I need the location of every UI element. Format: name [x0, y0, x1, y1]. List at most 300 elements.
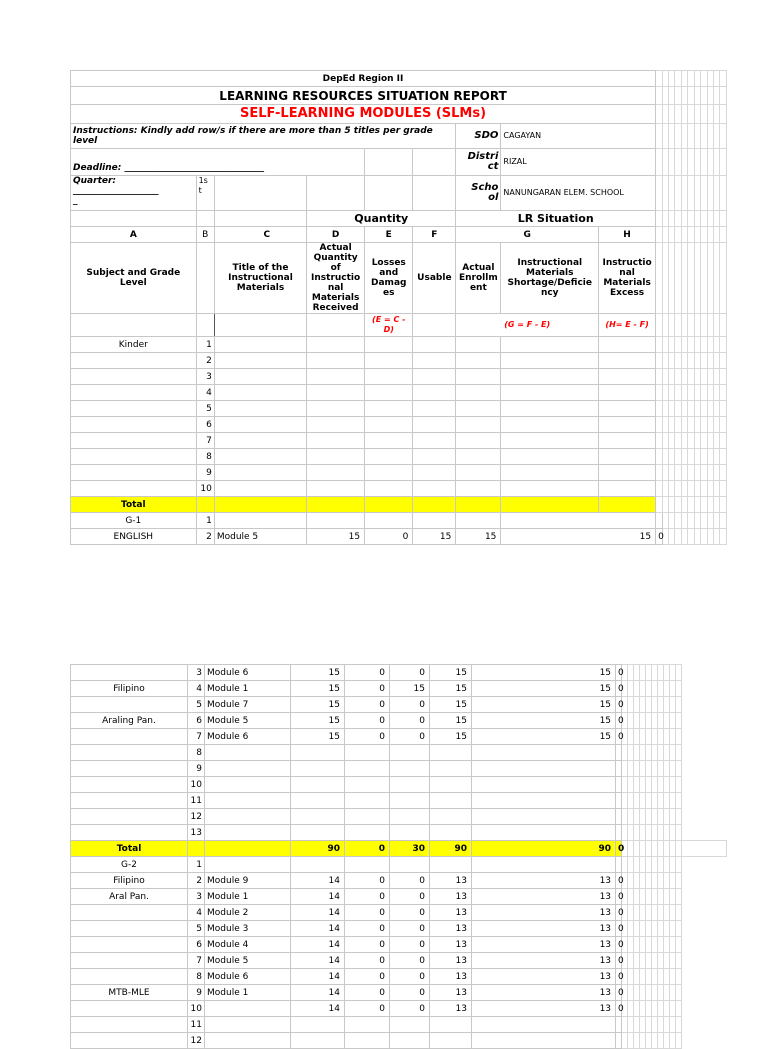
- table-row: [71, 937, 727, 953]
- row-number: 8: [188, 745, 205, 761]
- material-title: [205, 809, 291, 825]
- row-number: 10: [188, 1001, 205, 1017]
- material-title: Module 5: [214, 529, 306, 545]
- losses: 0: [345, 681, 390, 697]
- subject-cell: [71, 905, 188, 921]
- row-number: 1: [188, 857, 205, 873]
- losses: 0: [365, 529, 413, 545]
- row-number: 4: [188, 681, 205, 697]
- usable: 0: [390, 873, 430, 889]
- qty-received: 15: [291, 681, 345, 697]
- table-row: [71, 449, 727, 465]
- material-title: [205, 825, 291, 841]
- instructions-text: Instructions: Kindly add row/s if there are more than 5 titles per grade level: [71, 124, 456, 149]
- total-e: 30: [390, 841, 430, 857]
- enrollment: [430, 1017, 472, 1033]
- qty-received: [291, 857, 345, 873]
- losses: [345, 1017, 390, 1033]
- shortage: 13: [472, 921, 616, 937]
- excess: 0: [656, 529, 662, 545]
- losses: 0: [345, 729, 390, 745]
- usable: 0: [390, 889, 430, 905]
- enrollment: 15: [430, 665, 472, 681]
- row-number: 4: [196, 385, 214, 401]
- material-title: [205, 1001, 291, 1017]
- kinder-total-row: [71, 497, 727, 513]
- usable: [390, 745, 430, 761]
- subject-cell: Aral Pan.: [71, 889, 188, 905]
- subject-cell: [71, 465, 197, 481]
- qty-received: 14: [291, 969, 345, 985]
- losses: [345, 1033, 390, 1049]
- school-value: NANUNGARAN ELEM. SCHOOL: [501, 176, 656, 211]
- formula-g: (G = F - E): [456, 314, 599, 337]
- shortage: 13: [472, 905, 616, 921]
- usable: 0: [390, 729, 430, 745]
- excess: 0: [616, 713, 622, 729]
- table-row: [71, 665, 727, 681]
- subject-cell: [71, 481, 197, 497]
- qty-received: [291, 793, 345, 809]
- losses: [345, 777, 390, 793]
- excess: 0: [616, 681, 622, 697]
- total-d: 0: [345, 841, 390, 857]
- usable: 0: [390, 937, 430, 953]
- losses: [345, 793, 390, 809]
- material-title: [205, 745, 291, 761]
- row-number: 5: [188, 697, 205, 713]
- col-letter-b: B: [196, 227, 214, 243]
- row-number: 3: [188, 665, 205, 681]
- quarter-value: 1s t: [196, 176, 214, 211]
- usable: [390, 825, 430, 841]
- row-number: 3: [188, 889, 205, 905]
- table-row: [71, 529, 727, 545]
- usable: 0: [390, 921, 430, 937]
- usable: [390, 793, 430, 809]
- row-number: 12: [188, 809, 205, 825]
- qty-received: [291, 745, 345, 761]
- material-title: Module 2: [205, 905, 291, 921]
- g1-rows: [71, 513, 727, 545]
- excess: 0: [616, 969, 622, 985]
- row-number: 10: [188, 777, 205, 793]
- col-letter-e: E: [365, 227, 413, 243]
- col-header-enrollment: Actual Enrollm ent: [456, 243, 501, 314]
- losses: 0: [345, 985, 390, 1001]
- material-title: Module 6: [205, 729, 291, 745]
- subject-cell: [71, 385, 197, 401]
- usable: 0: [390, 985, 430, 1001]
- subject-cell: [71, 793, 188, 809]
- shortage: [472, 809, 616, 825]
- material-title: Module 5: [205, 953, 291, 969]
- table-row: [71, 713, 727, 729]
- row-number: 9: [196, 465, 214, 481]
- losses: 0: [345, 889, 390, 905]
- table-row: [71, 889, 727, 905]
- shortage: [501, 513, 656, 529]
- material-title: [205, 1033, 291, 1049]
- shortage: 13: [472, 937, 616, 953]
- shortage: 15: [472, 681, 616, 697]
- usable: 0: [390, 1001, 430, 1017]
- qty-received: 14: [291, 1001, 345, 1017]
- excess: 0: [616, 1001, 622, 1017]
- table-row: [71, 729, 727, 745]
- qty-received: 14: [291, 905, 345, 921]
- grade1-continued-rows: [71, 665, 727, 841]
- row-number: 2: [188, 873, 205, 889]
- quantity-group-header: Quantity: [307, 211, 456, 227]
- losses: 0: [345, 969, 390, 985]
- subject-cell: [71, 449, 197, 465]
- shortage: 15: [472, 665, 616, 681]
- report-title: LEARNING RESOURCES SITUATION REPORT: [71, 87, 656, 105]
- subject-cell: [71, 1033, 188, 1049]
- material-title: Module 6: [205, 969, 291, 985]
- subject-cell: [71, 729, 188, 745]
- table-row: [71, 969, 727, 985]
- shortage: 15: [472, 729, 616, 745]
- usable: 0: [390, 697, 430, 713]
- enrollment: 15: [430, 713, 472, 729]
- sdo-label: SDO: [456, 124, 501, 149]
- subject-cell: [71, 401, 197, 417]
- table-row: [71, 873, 727, 889]
- row-number: 2: [196, 353, 214, 369]
- table-row: [71, 369, 727, 385]
- table-row: [71, 1033, 727, 1049]
- table-row: [71, 809, 727, 825]
- enrollment: [430, 809, 472, 825]
- report-table-page-2: [70, 664, 727, 1049]
- subject-cell: [71, 953, 188, 969]
- table-row: [71, 1017, 727, 1033]
- enrollment: 13: [430, 905, 472, 921]
- row-number: 4: [188, 905, 205, 921]
- row-number: 13: [188, 825, 205, 841]
- material-title: Module 9: [205, 873, 291, 889]
- material-title: Module 7: [205, 697, 291, 713]
- table-row: [71, 465, 727, 481]
- row-number: 9: [188, 761, 205, 777]
- shortage: [472, 793, 616, 809]
- col-header-losses: Losses and Damag es: [365, 243, 413, 314]
- usable: [390, 761, 430, 777]
- shortage: 15: [501, 529, 656, 545]
- col-letter-d: D: [307, 227, 365, 243]
- subject-cell: [71, 825, 188, 841]
- grade1-total-row: [71, 841, 727, 857]
- qty-received: [291, 1017, 345, 1033]
- col-letter-h: H: [599, 227, 656, 243]
- qty-received: 14: [291, 937, 345, 953]
- row-number: 7: [196, 433, 214, 449]
- material-title: Module 1: [205, 681, 291, 697]
- total-label: Total: [71, 497, 197, 513]
- row-number: 8: [188, 969, 205, 985]
- table-row: [71, 353, 727, 369]
- qty-received: 14: [291, 889, 345, 905]
- excess: 0: [616, 985, 622, 1001]
- excess: 0: [616, 697, 622, 713]
- subject-cell: Filipino: [71, 873, 188, 889]
- row-number: 1: [196, 337, 214, 353]
- qty-received: [307, 513, 365, 529]
- subject-cell: MTB-MLE: [71, 985, 188, 1001]
- shortage: [472, 825, 616, 841]
- excess: 0: [616, 729, 622, 745]
- shortage: 13: [472, 969, 616, 985]
- row-number: 6: [188, 937, 205, 953]
- enrollment: [430, 745, 472, 761]
- usable: [413, 513, 456, 529]
- school-label: Scho ol: [456, 176, 501, 211]
- material-title: Module 1: [205, 985, 291, 1001]
- subject-cell: [71, 969, 188, 985]
- table-row: [71, 513, 727, 529]
- shortage: 13: [472, 953, 616, 969]
- table-row: [71, 337, 727, 353]
- losses: 0: [345, 937, 390, 953]
- qty-received: [291, 809, 345, 825]
- material-title: [205, 857, 291, 873]
- table-row: [71, 697, 727, 713]
- enrollment: 13: [430, 889, 472, 905]
- material-title: Module 1: [205, 889, 291, 905]
- qty-received: 14: [291, 873, 345, 889]
- row-number: 9: [188, 985, 205, 1001]
- losses: 0: [345, 953, 390, 969]
- subject-cell: Filipino: [71, 681, 188, 697]
- row-number: 2: [196, 529, 214, 545]
- row-number: 6: [196, 417, 214, 433]
- usable: 15: [390, 681, 430, 697]
- qty-received: [291, 825, 345, 841]
- qty-received: [291, 761, 345, 777]
- shortage: [472, 745, 616, 761]
- qty-received: 15: [291, 697, 345, 713]
- subject-cell: [71, 937, 188, 953]
- usable: 0: [390, 665, 430, 681]
- row-number: 12: [188, 1033, 205, 1049]
- enrollment: 13: [430, 921, 472, 937]
- losses: 0: [345, 1001, 390, 1017]
- shortage: 15: [472, 713, 616, 729]
- qty-received: 15: [291, 665, 345, 681]
- shortage: 13: [472, 889, 616, 905]
- col-letter-a: A: [71, 227, 197, 243]
- enrollment: 15: [456, 529, 501, 545]
- kinder-rows: [71, 337, 727, 497]
- enrollment: 15: [430, 681, 472, 697]
- shortage: 13: [472, 985, 616, 1001]
- subject-cell: [71, 697, 188, 713]
- enrollment: 15: [430, 729, 472, 745]
- col-header-subject: Subject and Grade Level: [71, 243, 197, 314]
- total-g: 90: [472, 841, 616, 857]
- table-row: [71, 953, 727, 969]
- subject-cell: [71, 1001, 188, 1017]
- row-number: 5: [188, 921, 205, 937]
- enrollment: 13: [430, 1001, 472, 1017]
- losses: 0: [345, 713, 390, 729]
- shortage: [472, 761, 616, 777]
- report-table-page-1: [70, 70, 727, 545]
- qty-received: 14: [291, 985, 345, 1001]
- shortage: [472, 1017, 616, 1033]
- subject-cell: [71, 665, 188, 681]
- table-row: [71, 921, 727, 937]
- col-header-shortage: Instructional Materials Shortage/Deficie ncy: [501, 243, 599, 314]
- material-title: [214, 513, 306, 529]
- table-row: [71, 417, 727, 433]
- region-label: DepEd Region II: [71, 71, 656, 87]
- enrollment: [430, 1033, 472, 1049]
- qty-received: 15: [307, 529, 365, 545]
- shortage: [472, 777, 616, 793]
- subject-cell: ENGLISH: [71, 529, 197, 545]
- table-row: [71, 745, 727, 761]
- table-row: [71, 985, 727, 1001]
- shortage: 15: [472, 697, 616, 713]
- subject-cell: Araling Pan.: [71, 713, 188, 729]
- subject-cell: [71, 921, 188, 937]
- deadline-label: Deadline: _______________________________: [71, 149, 365, 176]
- row-number: 1: [196, 513, 214, 529]
- col-letter-f: F: [413, 227, 456, 243]
- enrollment: 13: [430, 953, 472, 969]
- qty-received: 14: [291, 953, 345, 969]
- usable: 0: [390, 969, 430, 985]
- material-title: [205, 1017, 291, 1033]
- enrollment: 13: [430, 937, 472, 953]
- subject-cell: [71, 369, 197, 385]
- col-header-actual-quantity: Actual Quantity of Instructio nal Materials Received: [307, 243, 365, 314]
- losses: 0: [345, 665, 390, 681]
- district-label: Distri ct: [456, 149, 501, 176]
- losses: 0: [345, 697, 390, 713]
- shortage: 13: [472, 1001, 616, 1017]
- enrollment: 13: [430, 985, 472, 1001]
- row-number: 10: [196, 481, 214, 497]
- subject-cell: [71, 433, 197, 449]
- col-header-excess: Instructio nal Materials Excess: [599, 243, 656, 314]
- table-row: [71, 1001, 727, 1017]
- enrollment: [456, 513, 501, 529]
- row-number: 11: [188, 1017, 205, 1033]
- excess: 0: [616, 937, 622, 953]
- losses: 0: [345, 873, 390, 889]
- table-row: [71, 481, 727, 497]
- qty-received: 15: [291, 713, 345, 729]
- usable: [390, 1017, 430, 1033]
- col-header-title: Title of the Instructional Materials: [214, 243, 306, 314]
- row-number: 7: [188, 729, 205, 745]
- subject-cell: [71, 761, 188, 777]
- formula-e: (E = C - D): [365, 314, 413, 337]
- qty-received: 15: [291, 729, 345, 745]
- losses: [345, 745, 390, 761]
- material-title: Module 3: [205, 921, 291, 937]
- total-label: Total: [71, 841, 188, 857]
- table-row: [71, 777, 727, 793]
- usable: 0: [390, 905, 430, 921]
- enrollment: [430, 777, 472, 793]
- subject-cell: G-2: [71, 857, 188, 873]
- subject-cell: [71, 809, 188, 825]
- material-title: [205, 793, 291, 809]
- excess: 0: [616, 665, 622, 681]
- row-number: 6: [188, 713, 205, 729]
- usable: 0: [390, 953, 430, 969]
- material-title: Module 5: [205, 713, 291, 729]
- row-number: 3: [196, 369, 214, 385]
- excess: 0: [616, 889, 622, 905]
- table-row: [71, 385, 727, 401]
- report-subtitle: SELF-LEARNING MODULES (SLMs): [71, 105, 656, 124]
- subject-cell: [71, 417, 197, 433]
- excess: 0: [616, 905, 622, 921]
- lr-situation-group-header: LR Situation: [456, 211, 656, 227]
- usable: 0: [390, 713, 430, 729]
- enrollment: 15: [430, 697, 472, 713]
- table-row: [71, 905, 727, 921]
- excess: 0: [616, 953, 622, 969]
- material-title: Module 6: [205, 665, 291, 681]
- usable: [390, 1033, 430, 1049]
- table-row: [71, 825, 727, 841]
- qty-received: 14: [291, 921, 345, 937]
- shortage: [472, 857, 616, 873]
- losses: 0: [345, 921, 390, 937]
- usable: [390, 857, 430, 873]
- losses: 0: [345, 905, 390, 921]
- enrollment: [430, 857, 472, 873]
- subject-cell: [71, 745, 188, 761]
- enrollment: [430, 825, 472, 841]
- losses: [365, 513, 413, 529]
- enrollment: [430, 793, 472, 809]
- table-row: [71, 761, 727, 777]
- usable: 15: [413, 529, 456, 545]
- subject-cell: G-1: [71, 513, 197, 529]
- material-title: Module 4: [205, 937, 291, 953]
- subject-cell: [71, 777, 188, 793]
- enrollment: [430, 761, 472, 777]
- losses: [345, 761, 390, 777]
- losses: [345, 809, 390, 825]
- sdo-value: CAGAYAN: [501, 124, 656, 149]
- excess: 0: [616, 873, 622, 889]
- table-row: [71, 401, 727, 417]
- total-h: 0: [616, 841, 622, 857]
- col-header-usable: Usable: [413, 243, 456, 314]
- table-row: [71, 681, 727, 697]
- material-title: [205, 777, 291, 793]
- shortage: 13: [472, 873, 616, 889]
- shortage: [472, 1033, 616, 1049]
- col-letter-c: C: [214, 227, 306, 243]
- subject-cell: Kinder: [71, 337, 197, 353]
- usable: [390, 809, 430, 825]
- district-value: RIZAL: [501, 149, 656, 176]
- total-c: 90: [291, 841, 345, 857]
- row-number: 8: [196, 449, 214, 465]
- subject-cell: [71, 1017, 188, 1033]
- formula-h: (H= E - F): [599, 314, 656, 337]
